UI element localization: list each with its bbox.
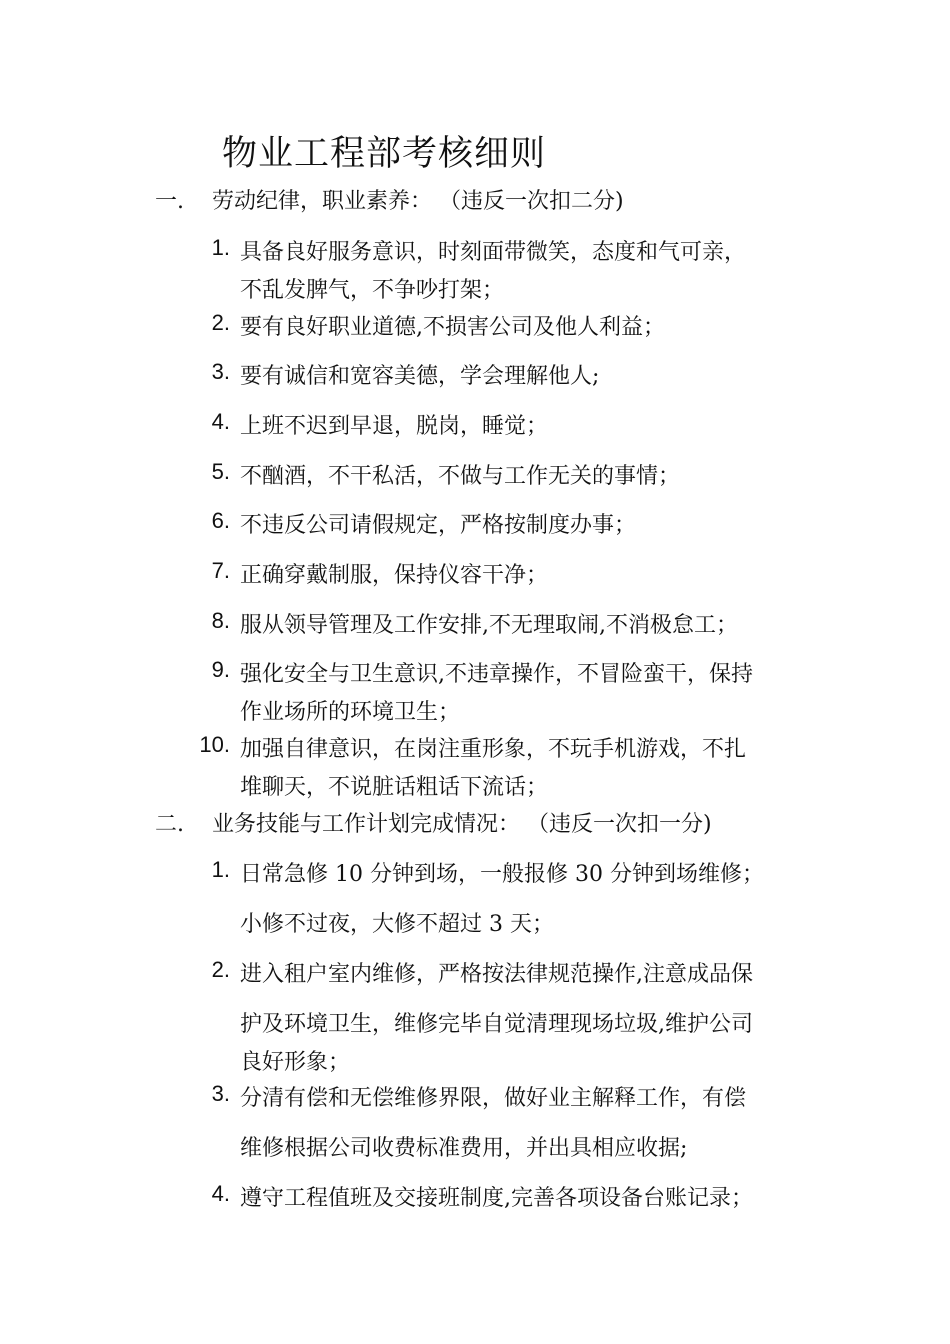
item-text: 具备良好服务意识，时刻面带微笑，态度和气可亲， bbox=[240, 240, 747, 265]
item-text: 良好形象； bbox=[240, 1050, 351, 1075]
item-number: 7. bbox=[211, 558, 230, 583]
item-text: 不乱发脾气，不争吵打架； bbox=[240, 278, 505, 303]
item-text: 加强自律意识，在岗注重形象，不玩手机游戏，不扎 bbox=[240, 737, 747, 762]
section-number: 一. bbox=[155, 189, 184, 214]
item-number: 4. bbox=[211, 409, 230, 434]
item-number: 1. bbox=[211, 235, 230, 260]
item-text: 遵守工程值班及交接班制度,完善各项设备台账记录； bbox=[240, 1186, 753, 1211]
item-text: 堆聊天，不说脏话粗话下流话； bbox=[240, 775, 549, 800]
item-number: 6. bbox=[211, 508, 230, 533]
item-text: 要有良好职业道德,不损害公司及他人利益； bbox=[240, 315, 665, 340]
item-text: 强化安全与卫生意识,不违章操作，不冒险蛮干，保持 bbox=[240, 662, 753, 687]
section-title: 劳动纪律，职业素养： （违反一次扣二分) bbox=[212, 189, 624, 214]
item-text: 不酗酒，不干私活，不做与工作无关的事情； bbox=[240, 464, 681, 489]
item-text: 上班不迟到早退，脱岗，睡觉； bbox=[240, 414, 549, 439]
item-text: 分清有偿和无偿维修界限，做好业主解释工作，有偿 bbox=[240, 1086, 747, 1111]
section-title: 业务技能与工作计划完成情况： （违反一次扣一分) bbox=[212, 812, 712, 837]
item-number: 2. bbox=[211, 310, 230, 335]
item-text: 正确穿戴制服，保持仪容干净； bbox=[240, 563, 549, 588]
item-number: 8. bbox=[211, 608, 230, 633]
item-number: 3. bbox=[211, 359, 230, 384]
item-text: 护及环境卫生，维修完毕自觉清理现场垃圾,维护公司 bbox=[240, 1012, 753, 1037]
item-number: 1. bbox=[211, 857, 230, 882]
item-text: 作业场所的环境卫生； bbox=[240, 700, 461, 725]
item-text: 维修根据公司收费标准费用，并出具相应收据; bbox=[240, 1136, 688, 1161]
item-text: 服从领导管理及工作安排,不无理取闹,不消极怠工； bbox=[240, 613, 738, 638]
document-title: 物业工程部考核细则 bbox=[222, 134, 547, 174]
item-text: 不违反公司请假规定，严格按制度办事； bbox=[240, 513, 637, 538]
item-number: 2. bbox=[211, 957, 230, 982]
item-number: 5. bbox=[211, 459, 230, 484]
item-text: 小修不过夜，大修不超过 3 天； bbox=[240, 912, 554, 937]
item-number: 10. bbox=[199, 732, 230, 757]
item-text: 日常急修 10 分钟到场，一般报修 30 分钟到场维修； bbox=[240, 862, 764, 887]
item-number: 9. bbox=[211, 657, 230, 682]
item-text: 要有诚信和宽容美德，学会理解他人; bbox=[240, 364, 600, 389]
section-number: 二. bbox=[155, 812, 184, 837]
item-text: 进入租户室内维修，严格按法律规范操作,注意成品保 bbox=[240, 962, 753, 987]
item-number: 4. bbox=[211, 1181, 230, 1206]
item-number: 3. bbox=[211, 1081, 230, 1106]
